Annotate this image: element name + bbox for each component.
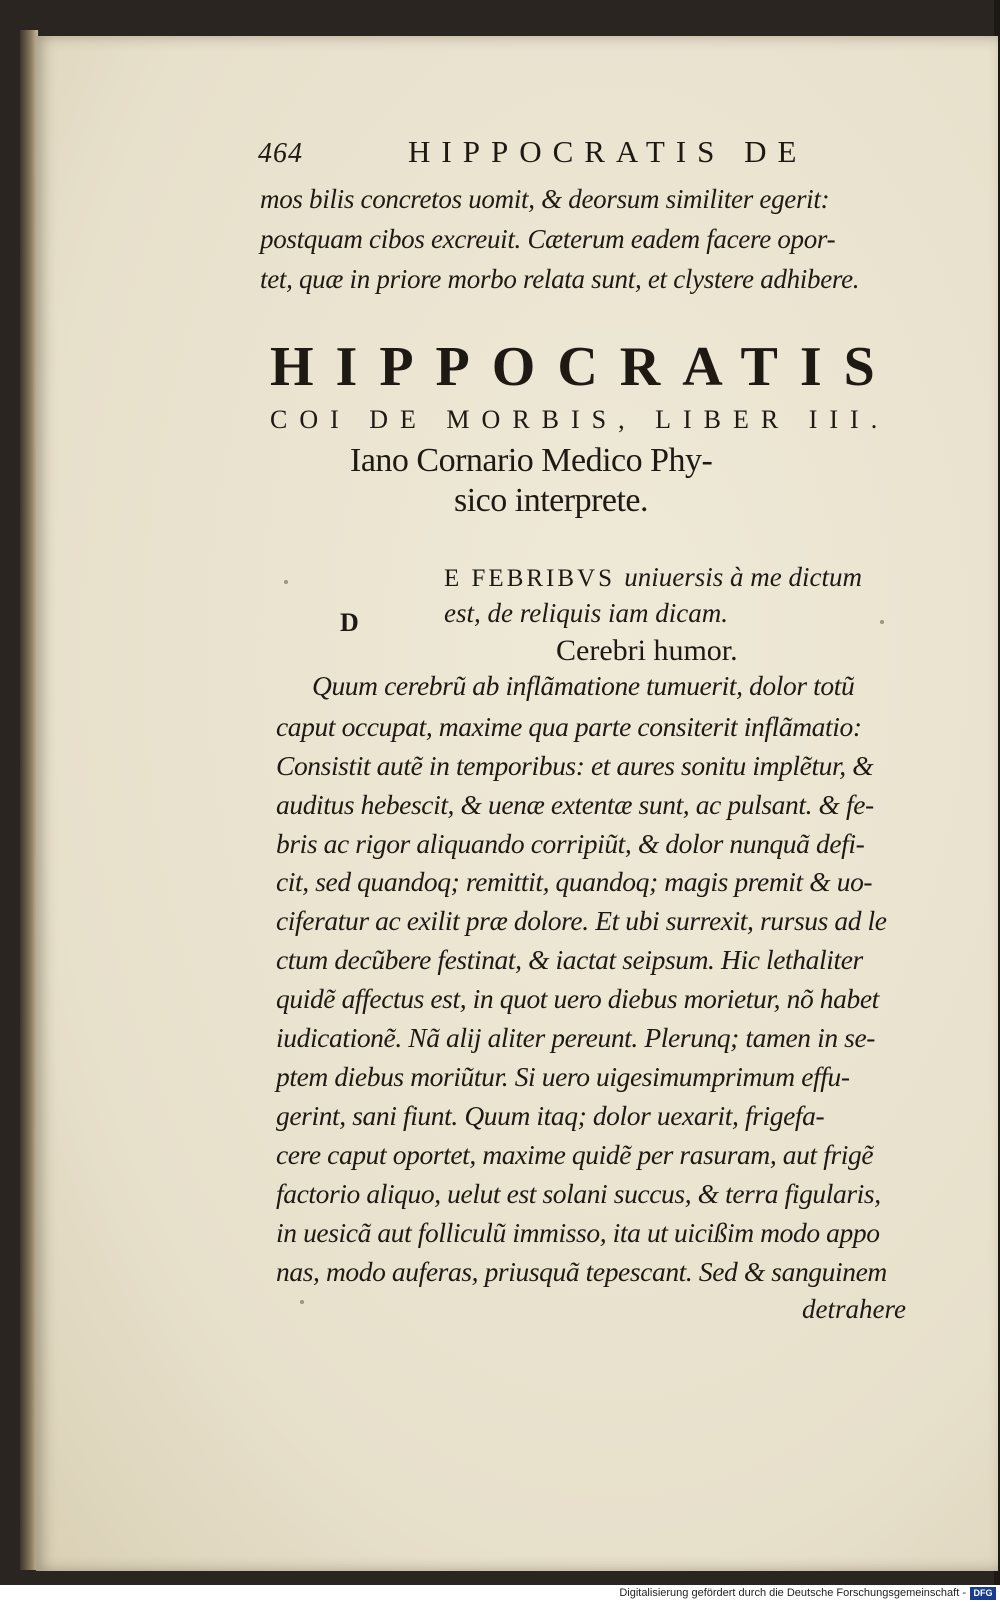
digitization-footer: [0, 1585, 1000, 1602]
body-line: cit, sed quandoq; remittit, quandoq; magis premit & uo-: [276, 866, 873, 897]
body-line: cere caput oportet, maxime quidẽ per rasuram, aut frigẽ: [276, 1139, 874, 1170]
body-line: Quum cerebrũ ab inflãmatione tumuerit, dolor totũ: [312, 670, 855, 701]
continuation-line: postquam cibos excreuit. Cæterum eadem facere opor-: [260, 224, 836, 254]
ink-speck: [284, 580, 288, 584]
catchword: detrahere: [802, 1294, 906, 1324]
ink-speck: [880, 620, 884, 624]
section-heading: Cerebri humor.: [556, 634, 738, 667]
book-subtitle: COI DE MORBIS, LIBER III.: [270, 405, 890, 434]
continuation-line: tet, quæ in priore morbo relata sunt, et clystere adhibere.: [260, 264, 860, 294]
incipit-caps: E FEBRIBVS: [444, 565, 616, 592]
body-line: quidẽ affectus est, in quot uero diebus morietur, nõ habet: [276, 983, 879, 1014]
body-line: ciferatur ac exilit præ dolore. Et ubi surrexit, rursus ad le: [276, 905, 887, 936]
dfg-logo: DFG: [970, 1587, 996, 1600]
body-line: iudicationẽ. Nã alij aliter pereunt. Plerunq; tamen in se-: [276, 1022, 876, 1053]
running-head: HIPPOCRATIS DE: [408, 134, 808, 169]
incipit-second-line: est, de reliquis iam dicam.: [444, 598, 728, 628]
incipit-first-line: [444, 562, 862, 593]
ink-speck: [300, 1300, 304, 1304]
body-line: auditus hebescit, & uenæ extentæ sunt, ac pulsant. & fe-: [276, 789, 874, 820]
body-line: Consistit autẽ in temporibus: et aures sonitu implẽtur, &: [276, 750, 874, 781]
body-line: bris ac rigor aliquando corripiũt, & dolor nunquã defi-: [276, 828, 865, 859]
page-number: 464: [258, 138, 303, 169]
translator-line: Iano Cornario Medico Phy-: [350, 442, 713, 479]
body-line: nas, modo auferas, priusquã tepescant. Sed & sanguinem: [276, 1256, 887, 1287]
incipit-italic: uniuersis à me dictum: [624, 562, 862, 592]
body-line: ctum decũbere festinat, & iactat seipsum. Hic lethaliter: [276, 944, 863, 975]
body-line: factorio aliquo, uelut est solani succus, & terra figularis,: [276, 1178, 881, 1209]
body-line: caput occupat, maxime qua parte consiterit inflãmatio:: [276, 711, 862, 742]
book-title: HIPPOCRATIS: [270, 336, 897, 398]
body-line: in uesicã aut folliculũ immisso, ita ut uicißim modo appo: [276, 1217, 880, 1248]
body-line: gerint, sani fiunt. Quum itaq; dolor uexarit, frigefa-: [276, 1100, 825, 1131]
translator-line: sico interprete.: [454, 482, 649, 519]
footer-credit: Digitalisierung gefördert durch die Deutsche Forschungsgemeinschaft -: [619, 1587, 966, 1599]
continuation-line: mos bilis concretos uomit, & deorsum similiter egerit:: [260, 184, 830, 214]
drop-cap: D: [340, 608, 359, 637]
body-line: ptem diebus moriũtur. Si uero uigesimumprimum effu-: [276, 1061, 850, 1092]
